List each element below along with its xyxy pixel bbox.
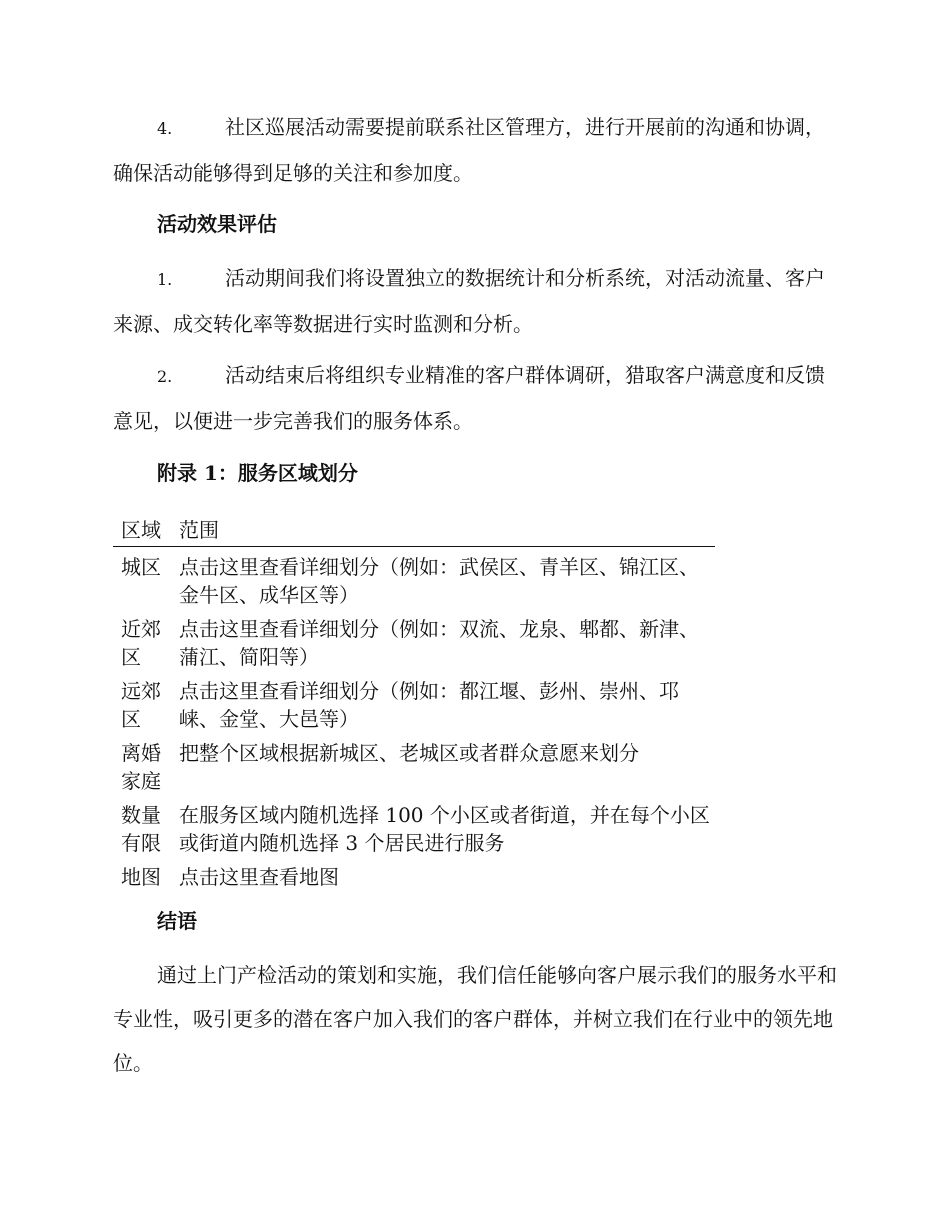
list-item-1 [113,256,838,346]
header-cell-scope: 范围 [179,518,219,542]
list-item-text: 社区巡展活动需要提前联系社区管理方，进行开展前的沟通和协调，确保活动能够得到足够的关注和参加度。 [113,115,825,185]
section-heading-conclusion: 结语 [157,909,197,933]
scope-cell: 在服务区域内随机选择 100 个小区或者街道，并在每个小区或街道内随机选择 3 个居民进行服务 [179,803,710,855]
list-item-4 [113,105,838,195]
list-item-text: 活动期间我们将设置独立的数据统计和分析系统，对活动流量、客户来源、成交转化率等数据进行实时监测和分析。 [113,266,825,336]
conclusion-paragraph: 通过上门产检活动的策划和实施，我们信任能够向客户展示我们的服务水平和专业性，吸引更多的潜在客户加入我们的客户群体，并树立我们在行业中的领先地位。 [113,963,837,1075]
scope-cell-link[interactable]: 点击这里查看详细划分（例如：都江堰、彭州、崇州、邛崃、金堂、大邑等） [179,679,679,731]
area-cell: 地图 [121,865,161,889]
scope-cell-link[interactable]: 点击这里查看详细划分（例如：武侯区、青羊区、锦江区、金牛区、成华区等） [179,555,699,607]
list-number: 1. [157,270,173,289]
table-row [113,615,715,671]
area-cell: 数量有限 [121,803,161,855]
table-row [113,739,715,795]
scope-cell: 把整个区域根据新城区、老城区或者群众意愿来划分 [179,741,639,765]
area-cell: 远郊区 [121,679,161,731]
list-item-2 [113,353,838,443]
list-number: 2. [157,367,173,386]
table-row [113,863,715,891]
section-heading-appendix: 附录 1：服务区域划分 [157,461,358,485]
table-row [113,801,715,857]
map-link[interactable]: 点击这里查看地图 [179,865,339,889]
area-cell: 近郊区 [121,617,161,669]
table-header [113,516,715,547]
scope-cell-link[interactable]: 点击这里查看详细划分（例如：双流、龙泉、郫都、新津、蒲江、简阳等） [179,617,699,669]
service-area-table [113,516,715,891]
area-cell: 城区 [121,555,161,579]
table-row [113,553,715,609]
area-cell: 离婚家庭 [121,741,161,793]
list-number: 4. [157,119,173,138]
list-item-text: 活动结束后将组织专业精准的客户群体调研，猎取客户满意度和反馈意见，以便进一步完善我们的服务体系。 [113,363,825,433]
table-row [113,677,715,733]
header-cell-area: 区域 [121,518,161,542]
section-heading-evaluation: 活动效果评估 [157,212,277,236]
